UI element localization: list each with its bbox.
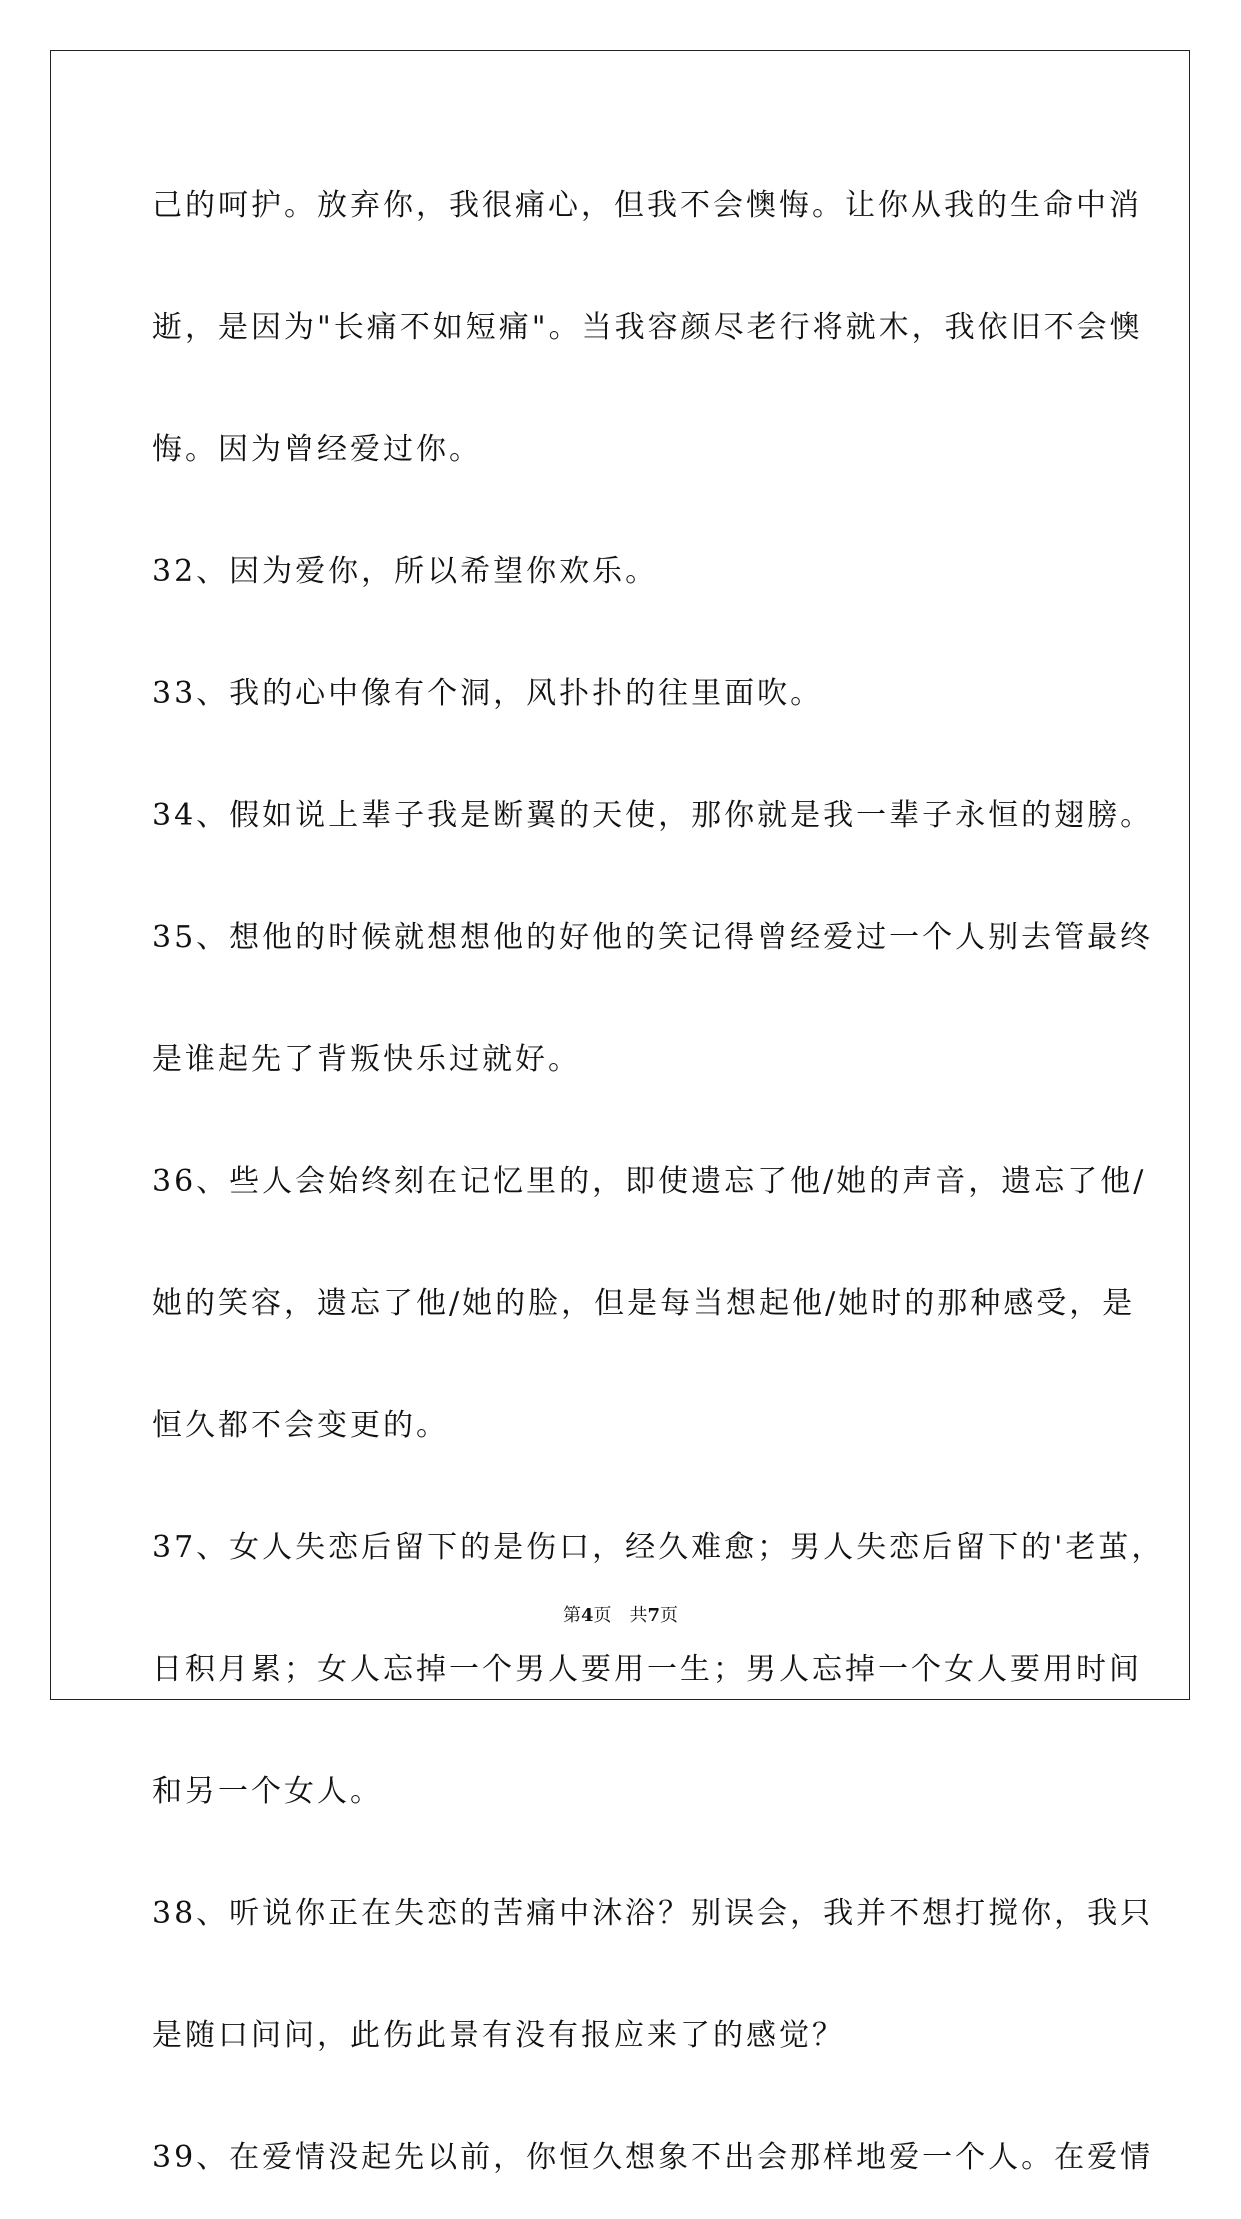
page-footer [0, 1601, 1241, 1627]
text-line: 是谁起先了背叛快乐过就好。 [152, 1042, 581, 1077]
text-line: 35、想他的时候就想想他的好他的笑记得曾经爱过一个人别去管最终 [152, 920, 1154, 955]
text-line: 悔。因为曾经爱过你。 [152, 432, 482, 467]
text-line: 她的笑容，遗忘了他/她的脸，但是每当想起他/她时的那种感受，是 [152, 1286, 1136, 1321]
page-number-suffix: 页 [660, 1605, 679, 1626]
text-line: 33、我的心中像有个洞，风扑扑的往里面吹。 [152, 676, 824, 711]
page-number-current: 4 [580, 1605, 594, 1626]
text-line: 38、听说你正在失恋的苦痛中沐浴？别误会，我并不想打搅你，我只 [152, 1896, 1154, 1931]
text-line: 日积月累；女人忘掉一个男人要用一生；男人忘掉一个女人要用时间 [152, 1652, 1142, 1687]
text-line: 34、假如说上辈子我是断翼的天使，那你就是我一辈子永恒的翅膀。 [152, 798, 1154, 833]
text-line: 逝，是因为"长痛不如短痛"。当我容颜尽老行将就木，我依旧不会懊 [152, 310, 1143, 345]
text-line: 36、些人会始终刻在记忆里的，即使遗忘了他/她的声音，遗忘了他/ [152, 1164, 1147, 1199]
text-line: 32、因为爱你，所以希望你欢乐。 [152, 554, 659, 589]
text-line: 37、女人失恋后留下的是伤口，经久难愈；男人失恋后留下的'老茧， [152, 1530, 1165, 1565]
text-line: 恒久都不会变更的。 [152, 1408, 449, 1443]
document-body [152, 145, 1165, 2219]
text-line: 是随口问问，此伤此景有没有报应来了的感觉？ [152, 2018, 845, 2053]
text-line: 39、在爱情没起先以前，你恒久想象不出会那样地爱一个人。在爱情 [152, 2140, 1154, 2175]
page-number-prefix: 第 [562, 1605, 581, 1626]
page-number-total: 7 [647, 1605, 661, 1626]
page-number-mid: 页 共 [593, 1605, 648, 1626]
text-line: 己的呵护。放弃你，我很痛心，但我不会懊悔。让你从我的生命中消 [152, 188, 1142, 223]
text-line: 和另一个女人。 [152, 1774, 383, 1809]
